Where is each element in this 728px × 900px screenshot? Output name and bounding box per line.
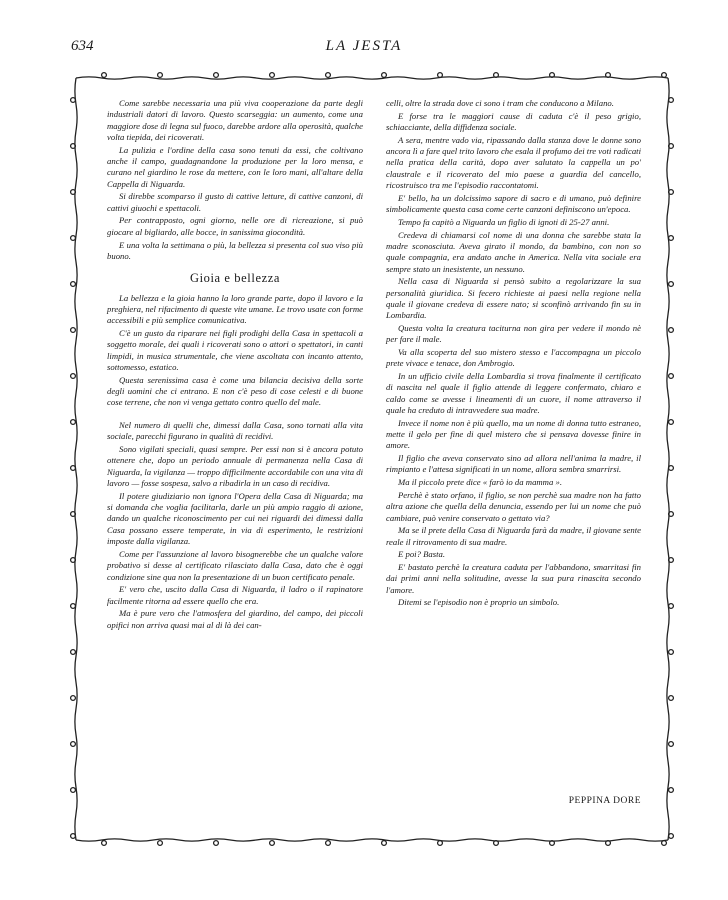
frame-loop-ornament	[669, 604, 674, 609]
paragraph: Tempo fa capitò a Niguarda un figlio di ignoti di 25-27 anni.	[398, 216, 610, 227]
paragraph: E' vero che, uscito dalla Casa di Niguarda, il ladro o il rapinatore facilmente ritorna ad essere quello che era.	[107, 584, 363, 606]
frame-loop-ornament	[662, 841, 667, 846]
paragraph: C'è un gusto da riparare nei figli prodighi della Casa in spettacoli a soggetto morale, dei quali i ricoverati sono o attori o spettatori, in canti limpidi, in musica strumentale, che viene ascoltata con incanto attento, sottomesso, estatico.	[107, 327, 363, 372]
paragraph: E una volta la settimana o più, la bellezza si presenta col suo viso più buono.	[107, 239, 363, 261]
frame-loop-ornament	[71, 604, 76, 609]
frame-loop-ornament	[71, 236, 76, 241]
paragraph: La pulizia e l'ordine della casa sono tenuti da essi, che coltivano anche il campo, guadagnandone la produzione per la loro mensa, e curano nel giardino le rose da mettere, con le loro mani, all'altare della Cappella di Niguarda.	[107, 144, 363, 189]
right-column	[386, 98, 641, 610]
paragraph: E poi? Basta.	[398, 549, 446, 560]
paragraph: Ditemi se l'episodio non è proprio un simbolo.	[398, 597, 560, 608]
frame-loop-ornament	[71, 834, 76, 839]
frame-loop-ornament	[214, 73, 219, 78]
paragraph: Ma se il prete della Casa di Niguarda farà da madre, il giovane sente reale il ritrovamento di sua madre.	[386, 525, 641, 547]
frame-loop-ornament	[214, 841, 219, 846]
frame-loop-ornament	[270, 841, 275, 846]
frame-loop-ornament	[382, 841, 387, 846]
section-heading: Gioia e bellezza	[189, 271, 281, 286]
frame-edge	[76, 839, 668, 841]
paragraph: Questa volta la creatura taciturna non gira per vedere il mondo nè per fare il male.	[386, 322, 641, 345]
paragraph: La bellezza e la gioia hanno la loro grande parte, dopo il lavoro e la preghiera, nel rifacimento di queste vite umane. Le trovo usate con forme accessibili e più semplice comunicativa.	[107, 292, 363, 326]
frame-loop-ornament	[438, 73, 443, 78]
frame-loop-ornament	[102, 841, 107, 846]
frame-loop-ornament	[669, 420, 674, 425]
frame-loop-ornament	[662, 73, 667, 78]
paragraph: E' bello, ha un dolcissimo sapore di sacro e di umano, può definire simbolicamente questa casa come certe canzoni definiscono un'epoca.	[386, 192, 641, 215]
frame-loop-ornament	[669, 98, 674, 103]
frame-loop-ornament	[158, 73, 163, 78]
paragraph: Nella casa di Niguarda si pensò subito a regolarizzare la sua personalità giuridica. Si fecero richieste ai paesi nella regione nella quale il giovane credeva di essere nato; si sconfinò arrivando fin su in Lombardia.	[386, 276, 641, 321]
frame-loop-ornament	[71, 696, 76, 701]
paragraph: Questa serenissima casa è come una bilancia decisiva della sorte degli uomini che ci entrano. E non c'è peso di cose celesti e di buone cose terrene, che non vi venga gettato contro quello del male.	[107, 374, 363, 408]
paragraph: Si direbbe scomparso il gusto di cattive letture, di cattive canzoni, di cattivi giuochi e spettacoli.	[107, 191, 363, 213]
paragraph: Per contrapposto, ogni giorno, nelle ore di ricreazione, si può giocare al bigliardo, alle bocce, in sanissima giocondità.	[107, 215, 363, 237]
paragraph: E forse tra le maggiori cause di caduta c'è il peso grigio, schiacciante, della diffidenza sociale.	[386, 110, 641, 133]
frame-loop-ornament	[326, 841, 331, 846]
paragraph: Come per l'assunzione al lavoro bisognerebbe che un qualche valore probativo si desse al certificato rilasciato dalla Casa, dato che è oggi condizione sine qua non la presentazione di un buon certificato penale.	[107, 548, 363, 582]
paragraph: Il potere giudiziario non ignora l'Opera della Casa di Niguarda; ma si domanda che voglia facilitarla, darle un più ampio raggio di azione, dando un qualche riconoscimento per cui nei riguardi dei dimessi dalla Casa possano essere temperate, in via di esperimento, le restrizioni imposte dalla vigilanza.	[107, 490, 363, 547]
frame-loop-ornament	[669, 696, 674, 701]
frame-edge	[76, 77, 668, 79]
paragraph: Va alla scoperta del suo mistero stesso e l'accompagna un piccolo prete vivace e tenace, don Ambrogio.	[386, 346, 641, 369]
frame-loop-ornament	[71, 466, 76, 471]
frame-loop-ornament	[669, 742, 674, 747]
paragraph: Perchè è stato orfano, il figlio, se non perchè sua madre non ha fatto altra azione che quella della denuncia, essendo per lui un nome che può cambiare, può venire conservato o gettato via?	[386, 489, 641, 523]
paragraph-continuation: celli, oltre la strada dove ci sono i tram che conducono a Milano.	[386, 98, 614, 108]
frame-loop-ornament	[438, 841, 443, 846]
frame-loop-ornament	[102, 73, 107, 78]
frame-loop-ornament	[669, 282, 674, 287]
frame-loop-ornament	[669, 788, 674, 793]
frame-loop-ornament	[669, 834, 674, 839]
frame-loop-ornament	[71, 788, 76, 793]
frame-loop-ornament	[71, 374, 76, 379]
frame-loop-ornament	[71, 742, 76, 747]
paragraph: Invece il nome non è più quello, ma un nome di donna tutto estraneo, mette il gelo per fine di quel mistero che si pensava dovesse finire in amore.	[386, 417, 641, 451]
frame-loop-ornament	[669, 374, 674, 379]
paragraph: Credeva di chiamarsi col nome di una donna che sarebbe stata la madre sconosciuta. Aveva girato il mondo, da bambino, con non so quale compagnia, era andato anche in America. Nella vita sociale era sempre stato un inesistente, un nessuno.	[386, 229, 641, 274]
magazine-title: LA JESTA	[325, 38, 403, 54]
paragraph: E' bastato perchè la creatura caduta per l'abbandono, smarritasi fin dai primi anni nella solitudine, avesse la sua pura rinascita secondo l'amore.	[386, 561, 641, 595]
paragraph: Ma è pure vero che l'atmosfera del giardino, del campo, dei piccoli opifici non arriva quasi mai al di là dei can-	[107, 608, 363, 630]
frame-loop-ornament	[669, 650, 674, 655]
frame-loop-ornament	[326, 73, 331, 78]
frame-loop-ornament	[669, 466, 674, 471]
frame-loop-ornament	[71, 328, 76, 333]
frame-loop-ornament	[158, 841, 163, 846]
paragraph: A sera, mentre vado via, ripassando dalla stanza dove le donne sono ancora lì a fare quel trito lavoro che esala il profumo dei tre voti radicati nella pratica della carità, dopo aver salutato la cappella un po' claustrale e il ricoverato del mio paese a guardia del cancello, ricostruisco tra me l'episodio raccontatomi.	[386, 134, 641, 191]
frame-loop-ornament	[71, 420, 76, 425]
frame-loop-ornament	[71, 282, 76, 287]
frame-loop-ornament	[71, 98, 76, 103]
frame-loop-ornament	[71, 650, 76, 655]
paragraph: Il figlio che aveva conservato sino ad allora nell'anima la madre, il rimpianto e l'attesa significati in un nome, allora sembra smarrirsi.	[386, 453, 641, 475]
paragraph: Nel numero di quelli che, dimessi dalla Casa, sono tornati alla vita sociale, parecchi figurano in qualità di recidivi.	[107, 420, 363, 442]
page-number: 634	[71, 38, 94, 54]
frame-loop-ornament	[669, 236, 674, 241]
paragraph: In un ufficio civile della Lombardia si trova finalmente il certificato di nascita nel quale il figlio attende di leggere confermato, chiaro e caldo come se avesse i lineamenti di un cuore, il nome attraverso il quale ha creduto di intravvedere sua madre.	[386, 371, 641, 416]
frame-loop-ornament	[382, 73, 387, 78]
author-signature: PEPPINA DORE	[568, 796, 641, 806]
paragraph: Come sarebbe necessaria una più viva cooperazione da parte degli industriali datori di lavoro. Questo scarseggia: un aumento, come una maggiore dose di legna sul fuoco, darebbe ardore alla operosità, qualche volta tiepida, dei ricoverati.	[107, 98, 363, 143]
frame-loop-ornament	[669, 328, 674, 333]
left-column	[107, 98, 363, 632]
frame-loop-ornament	[270, 73, 275, 78]
paragraph: Sono vigilati speciali, quasi sempre. Per essi non si è ancora potuto ottenere che, dopo un periodo annuale di permanenza nella Casa di Niguarda, la vigilanza — troppo difficilmente accordabile con una vita di lavoro — fosse sospesa, salvo a ribadirla in un caso di recidiva.	[107, 444, 364, 489]
paragraph: Ma il piccolo prete dice « farò io da mamma ».	[398, 477, 562, 488]
